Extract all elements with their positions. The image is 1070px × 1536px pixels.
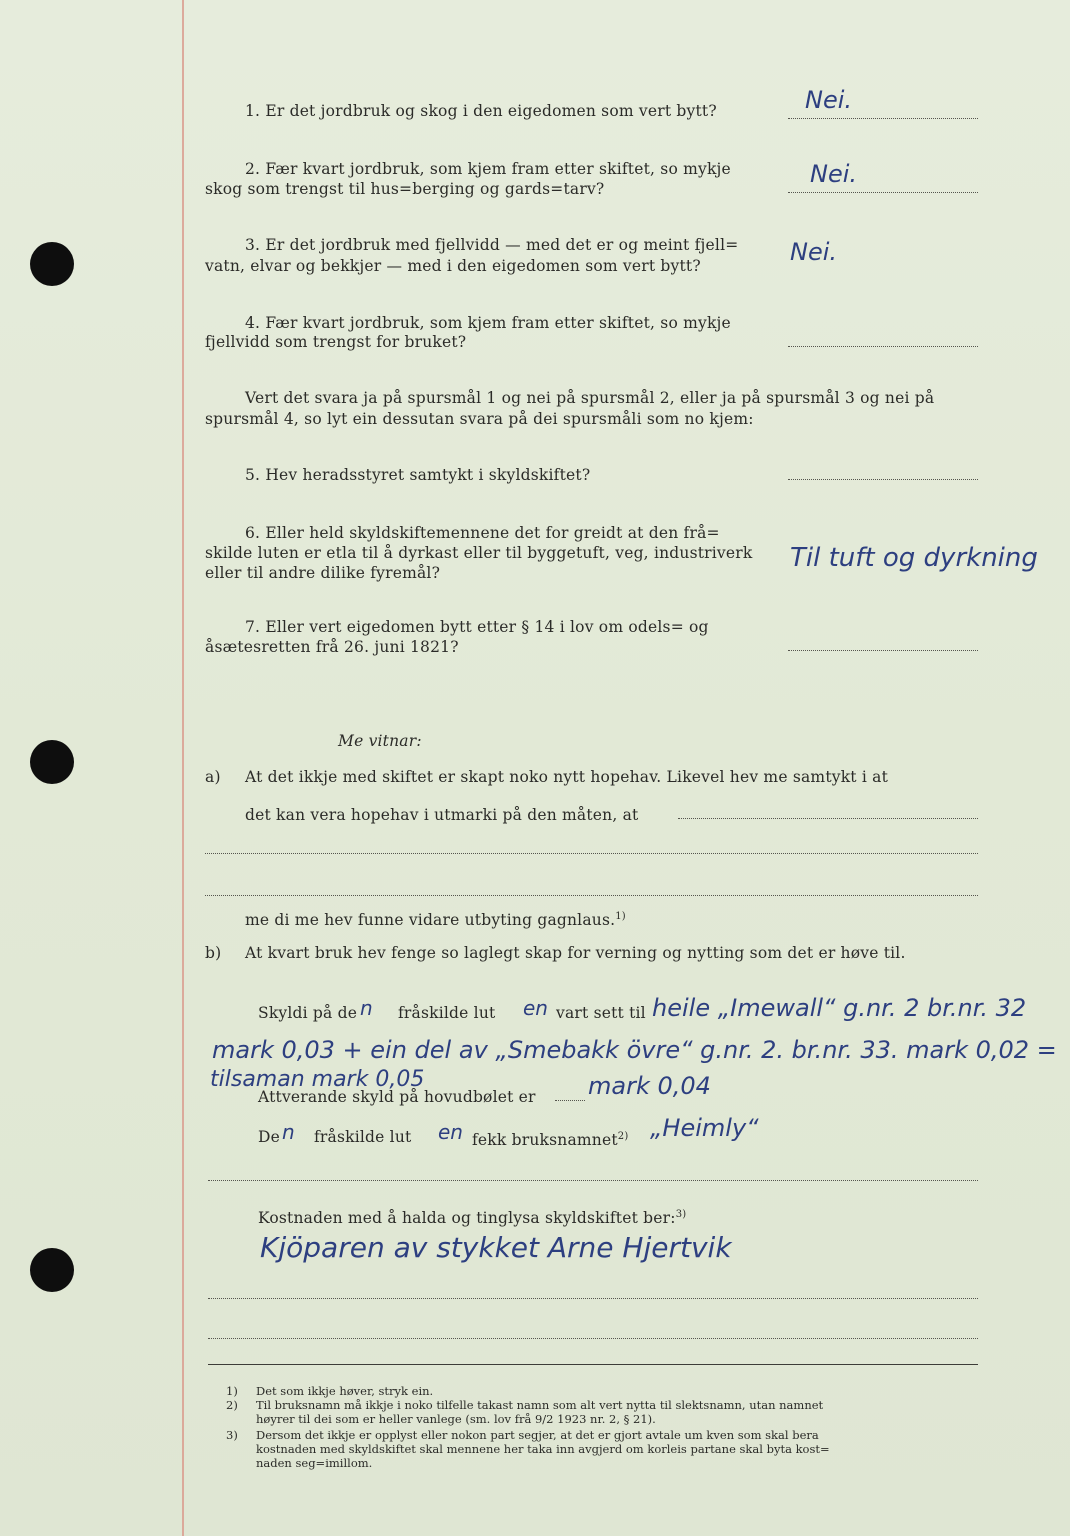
witness-a-line-2: det kan vera hopehav i utmarki på den måten, at [245, 806, 639, 824]
lut-suffix: en [438, 1120, 463, 1144]
red-margin-line [182, 0, 184, 1536]
answer-7-line [788, 650, 978, 651]
skyld-value-line-2: mark 0,03 + ein del av „Smebakk övre“ g.nr. 2. br.nr. 33. mark 0,02 = [212, 1036, 1057, 1064]
footnote-2-line-1: Til bruksnamn må ikkje i noko tilfelle takast namn som alt vert nytta til slektsnamn, utan namnet [256, 1398, 824, 1412]
fraskilde-label: fråskilde lut [314, 1128, 412, 1146]
footnote-2-mark: 2) [226, 1398, 238, 1412]
skyldi-lut-suffix: en [523, 996, 548, 1020]
instruction-line-1: Vert det svara ja på spursmål 1 og nei på spursmål 2, eller ja på spursmål 3 og nei på [245, 389, 935, 407]
witness-b-line-1: At kvart bruk hev fenge so laglegt skap for verning og nytting som det er høve til. [245, 944, 906, 962]
witness-blank-line [205, 895, 978, 896]
witness-a-label: a) [205, 768, 221, 786]
question-3-line-1: 3. Er det jordbruk med fjellvidd — med det er og meint fjell= [245, 236, 739, 254]
question-1: 1. Er det jordbruk og skog i den eigedomen som vert bytt? [245, 102, 717, 120]
punch-hole-icon [30, 1248, 74, 1292]
instruction-line-2: spursmål 4, so lyt ein dessutan svara på dei spursmåli som no kjem: [205, 410, 754, 428]
bruksnamn-label: fekk bruksnamnet$^{2)}$ [472, 1131, 629, 1150]
witness-a-line-1: At det ikkje med skiftet er skapt noko nytt hopehav. Likevel hev me samtykt i at [245, 768, 889, 786]
question-7-line-2: åsætesretten frå 26. juni 1821? [205, 638, 459, 656]
footnote-3-line-3: naden seg=imillom. [256, 1456, 373, 1470]
de-suffix: n [282, 1120, 295, 1144]
question-5: 5. Hev heradsstyret samtykt i skyldskiftet? [245, 466, 591, 484]
kostnad-value: Kjöparen av stykket Arne Hjertvik [260, 1231, 732, 1264]
question-6-line-1: 6. Eller held skyldskiftemennene det for greidt at den frå= [245, 524, 720, 542]
kostnad-blank-line [208, 1298, 978, 1299]
bruksnamn-blank-line [208, 1180, 978, 1181]
question-4-line-2: fjellvidd som trengst for bruket? [205, 333, 467, 351]
footnote-3-mark: 3) [226, 1428, 238, 1442]
kostnad-blank-line [208, 1338, 978, 1339]
kostnad-label: Kostnaden med å halda og tinglysa skyldskiftet ber:$^{3)}$ [258, 1209, 687, 1228]
answer-4-line [788, 346, 978, 347]
footnote-1: Det som ikkje høver, stryk ein. [256, 1384, 434, 1398]
answer-2-line [788, 192, 978, 193]
bruksnamn-value: „Heimly“ [650, 1114, 759, 1142]
punch-hole-icon [30, 242, 74, 286]
witness-b-label: b) [205, 944, 222, 962]
attverande-value: mark 0,04 [588, 1072, 711, 1100]
question-2-line-2: skog som trengst til hus=berging og gards=tarv? [205, 180, 605, 198]
footnote-3-line-2: kostnaden med skyldskiftet skal mennene her taka inn avgjerd om korleis partane skal byta kost= [256, 1442, 830, 1456]
answer-6: Til tuft og dyrkning [790, 543, 1038, 573]
skyldi-label-b: fråskilde lut [398, 1004, 496, 1022]
answer-2: Nei. [810, 160, 858, 188]
skyldi-label-c: vart sett til [556, 1004, 646, 1022]
de-label: De [258, 1128, 281, 1146]
footnote-separator [208, 1364, 978, 1365]
answer-1: Nei. [805, 86, 853, 114]
question-3-line-2: vatn, elvar og bekkjer — med i den eigedomen som vert bytt? [205, 257, 701, 275]
attverande-label: Attverande skyld på hovudbølet er [258, 1088, 536, 1106]
question-6-line-3: eller til andre dilike fyremål? [205, 564, 441, 582]
skyldi-de-suffix: n [360, 996, 373, 1020]
punch-hole-icon [30, 740, 74, 784]
question-4-line-1: 4. Fær kvart jordbruk, som kjem fram etter skiftet, so mykje [245, 314, 731, 332]
skyld-value-line-1: heile „Imewall“ g.nr. 2 br.nr. 32 [652, 994, 1027, 1022]
question-2-line-1: 2. Fær kvart jordbruk, som kjem fram etter skiftet, so mykje [245, 160, 731, 178]
witness-blank-line [205, 853, 978, 854]
footnote-1-mark: 1) [226, 1384, 238, 1398]
answer-5-line [788, 479, 978, 480]
answer-1-line [788, 118, 978, 119]
footnote-2-line-2: høyrer til dei som er heller vanlege (sm. lov frå 9/2 1923 nr. 2, § 21). [256, 1412, 656, 1426]
skyldi-label-a: Skyldi på de [258, 1004, 358, 1022]
footnote-3-line-1: Dersom det ikkje er opplyst eller nokon part segjer, at det er gjort avtale um kven som skal bera [256, 1428, 819, 1442]
witness-a-line-3: me di me hev funne vidare utbyting gagnlaus.$^{1)}$ [245, 911, 626, 930]
question-7-line-1: 7. Eller vert eigedomen bytt etter § 14 i lov om odels= og [245, 618, 709, 636]
attverande-dots [555, 1100, 585, 1101]
skyld-value-line-3: tilsaman mark 0,05 [210, 1067, 425, 1092]
answer-3: Nei. [790, 238, 838, 266]
question-6-line-2: skilde luten er etla til å dyrkast eller til byggetuft, veg, industriverk [205, 544, 753, 562]
witness-heading: Me vitnar: [338, 732, 422, 750]
witness-a-line-2-dots [678, 818, 978, 819]
